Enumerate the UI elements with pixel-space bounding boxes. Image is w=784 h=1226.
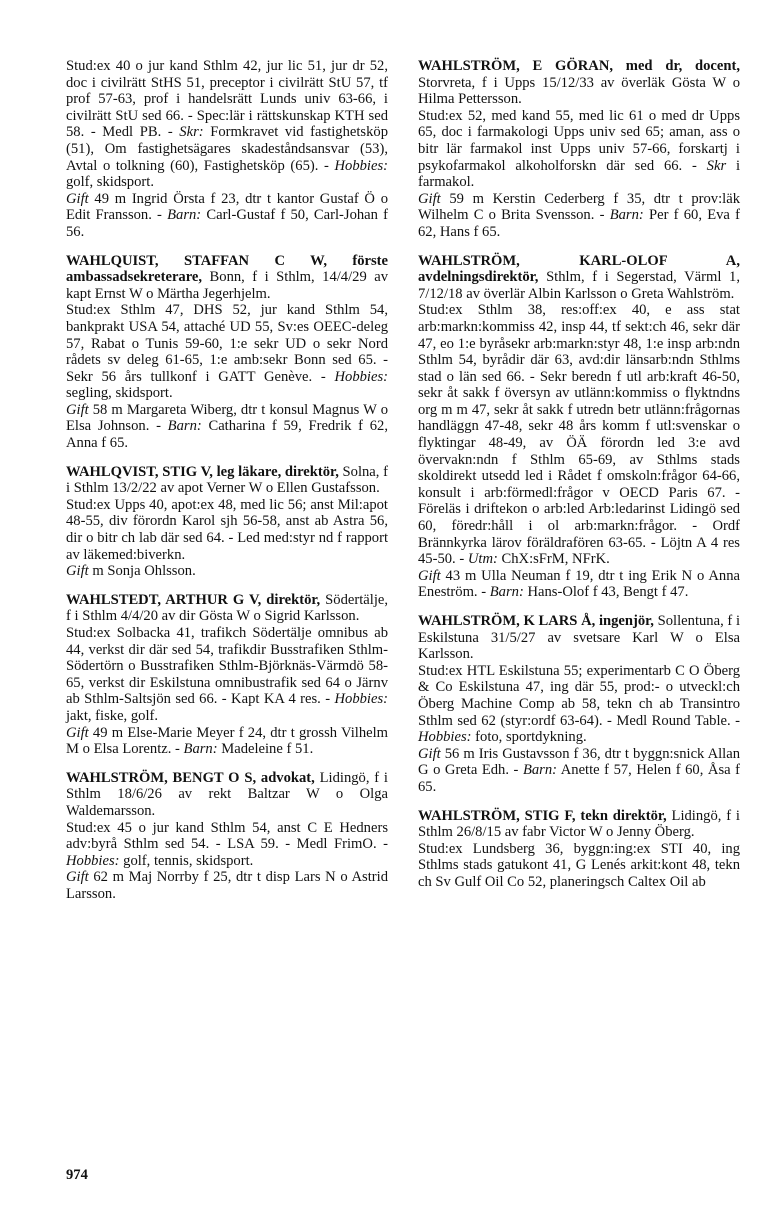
entry-label: Gift — [66, 869, 89, 886]
entry-text: segling, skidsport. — [66, 385, 173, 402]
entry-label: Gift — [66, 401, 89, 418]
entry-label: Skr: — [179, 124, 204, 141]
entry-text: 56 m Iris Gustavsson f 36, dtr t byggn:snick Allan G o Greta Edh. - — [418, 745, 740, 779]
entry-text: Stud:ex Sthlm 47, DHS 52, jur kand Sthlm 54, bankprakt USA 54, attaché UD 55, Sv:es OEEC-deleg 57, Rabat o Tunis 59-60, 1:e sekr UD o sekr Nord rådets sv deleg 61-65, 1:e amb:sekr Bonn sed 65. - Sekr 56 års tullkonf i GATT Genève. - — [66, 302, 388, 385]
entry-paragraph — [66, 725, 388, 758]
biography-entry — [418, 253, 740, 601]
entry-heading: WAHLSTRÖM, STIG F, tekn direktör, — [418, 807, 667, 824]
biography-entry — [418, 808, 740, 891]
entry-text: Stud:ex 52, med kand 55, med lic 61 o med dr Upps 65, doc i farmakologi Upps univ sed 65; aman, ass o bitr lär farmakol inst Upps univ 57-66, forskartj i psykofarmakol alkoholforskn där sed 66. - — [418, 107, 740, 174]
entry-text: Carl-Gustaf f 50, Carl-Johan f 56. — [66, 207, 388, 240]
entry-label: Barn: — [489, 584, 524, 601]
entry-paragraph — [418, 58, 740, 191]
entry-heading: WAHLSTRÖM, KARL-OLOF A, avdelningsdirektör, — [418, 252, 740, 286]
biography-entry — [66, 253, 388, 452]
entry-label: Barn: — [167, 418, 202, 435]
entry-text: Anette f 57, Helen f 60, Åsa f 65. — [418, 762, 740, 795]
entry-paragraph — [418, 253, 740, 568]
entry-paragraph — [66, 770, 388, 870]
entry-label: Gift — [418, 745, 441, 762]
entry-paragraph — [66, 58, 388, 191]
entry-text: 43 m Ulla Neuman f 19, dtr t ing Erik N o Anna Eneström. - — [418, 567, 740, 601]
entry-text: 62 m Maj Norrby f 25, dtr t disp Lars N o Astrid Larsson. — [66, 869, 388, 902]
entry-intro: Sollentuna, f i Eskilstuna 31/5/27 av svetsare Karl W o Elsa Karlsson. — [418, 613, 740, 663]
entry-label: Gift — [66, 190, 89, 207]
entry-intro: Lidingö, f i Sthlm 18/6/26 av rekt Baltzar W o Olga Waldemarsson. — [66, 769, 388, 819]
biography-entry — [66, 770, 388, 903]
entry-label: Hobbies: — [334, 157, 388, 174]
entry-label: Barn: — [609, 207, 644, 224]
entry-label: Hobbies: — [334, 368, 388, 385]
biography-entry — [418, 58, 740, 241]
entry-label: Gift — [418, 190, 441, 207]
entry-text: 59 m Kerstin Cederberg f 35, dtr t prov:läk Wilhelm C o Brita Svensson. - — [418, 190, 740, 224]
entry-heading: WAHLSTRÖM, BENGT O S, advokat, — [66, 769, 315, 786]
right-column — [418, 58, 740, 903]
entry-intro: Sthlm, f i Segerstad, Värml 1, 7/12/18 av överlär Albin Karlsson o Greta Wahlström. — [418, 269, 740, 302]
entry-text: Madeleine f 51. — [217, 741, 314, 758]
biography-entry — [418, 613, 740, 796]
entry-text: m Sonja Ohlsson. — [88, 563, 196, 580]
entry-label: Barn: — [522, 762, 558, 779]
entry-label: Gift — [66, 563, 89, 580]
biography-entry — [66, 58, 388, 241]
entry-text: 58 m Margareta Wiberg, dtr t konsul Magnus W o Elsa Johnson. - — [66, 401, 388, 435]
entry-text: Stud:ex Upps 40, apot:ex 48, med lic 56; anst Mil:apot 48-55, div förordn Karol sjh 56-58, anst ab Astra 56, dir o bitr ch lab där sed 64. - Led med:styr nd f rapport av läkemed:biverkn. — [66, 496, 388, 563]
entry-label: Hobbies: — [66, 852, 120, 869]
entry-intro: Solna, f i Sthlm 13/2/22 av apot Verner W o Ellen Gustafsson. — [66, 463, 388, 497]
entry-label: Skr — [706, 157, 727, 174]
entry-text: Formkravet vid fastighetsköp (51), Om fastighetsägares skadeståndsansvar (53), Avtal o tolkning (60), Fastighetsköp (65). - — [66, 124, 388, 174]
entry-intro: Södertälje, f i Sthlm 4/4/20 av dir Gösta W o Sigrid Karlsson. — [66, 591, 389, 625]
entry-text: 49 m Ingrid Örsta f 23, dtr t kantor Gustaf Ö o Edit Fransson. - — [66, 190, 388, 224]
entry-text: i farmakol. — [418, 157, 741, 191]
biography-entry — [66, 592, 388, 758]
entry-label: Gift — [418, 567, 441, 584]
entry-text: Stud:ex 40 o jur kand Sthlm 42, jur lic 51, jur dr 52, doc i civilrätt StHS 51, preceptor i civilrätt StU 57, tf prof 57-63, prof i handelsrätt Lunds univ 63-66, i civilrätt StU sed 66. - Spec:lär i rättskunskap KTH sed 58. - Medl PB. - — [66, 58, 388, 141]
entry-paragraph — [66, 191, 388, 241]
entry-intro: Lidingö, f i Sthlm 26/8/15 av fabr Victor W o Jenny Öberg. — [418, 807, 740, 841]
entry-heading: WAHLQVIST, STIG V, leg läkare, direktör, — [66, 463, 339, 480]
entry-text: jakt, fiske, golf. — [66, 707, 159, 724]
entry-paragraph — [66, 563, 388, 580]
entry-paragraph — [418, 746, 740, 796]
entry-text: golf, tennis, skidsport. — [119, 852, 254, 869]
entry-text: ChX:sFrM, NFrK. — [497, 551, 610, 568]
entry-text: Stud:ex Lundsberg 36, byggn:ing:ex STI 40, ing Sthlms stads gatukont 41, G Lenés arkit:kont 48, tekn ch Sv Gulf Oil Co 52, planeringsch Caltex Oil ab — [418, 840, 740, 890]
entry-text: Stud:ex Sthlm 38, res:off:ex 40, e ass stat arb:markn:kommiss 42, insp 44, tf sekt:ch 46, sekr där 47, eo 1:e byråsekr arb:markn:styr 48, 1:e insp arb:ndn Sthlm 54, byrådir där 63, avd:dir länsarb:ndn Sthlms stad o län sed 66. - Sekr beredn f utl arb:kraft 46-50, sekr åt sakk f översyn av utlänn:kommiss o flyktndns org m m 47, sekr åt sakk f utredn betr utlänn:frågornas handläggn 47-48, sekr 48 års komm f utl:svenskar o flyktingar 48-49, av ÖÄ förordn led 3:e avd övervakn:ndn f Sthlm 65-69, av Sthlms stads skoldirekt utsedd led i Rådet f omskoln:frågor 64-66, konsult i arb:förmedl:frågor v OECD Paris 67. - Föreläs i driftekon o arb:led Arb:ledarinst Lidingö sed 60, föredr:håll i ol arb:markn:frågor. - Ordf Brännkyrka lärov föräldrafören 63-65. - Löjtn A 4 res 45-50. - — [418, 302, 740, 568]
entry-paragraph — [418, 613, 740, 746]
biography-entry — [66, 464, 388, 580]
entry-text: Hans-Olof f 43, Bengt f 47. — [523, 584, 689, 601]
entry-paragraph — [66, 592, 388, 725]
entry-paragraph — [66, 869, 388, 902]
entry-paragraph — [66, 253, 388, 402]
entry-text: Stud:ex 45 o jur kand Sthlm 54, anst C E Hedners adv:byrå Sthlm sed 54. - LSA 59. - Medl FrimO. - — [66, 819, 388, 853]
entry-label: Hobbies: — [418, 729, 472, 746]
entry-intro: Storvreta, f i Upps 15/12/33 av överläk Gösta W o Hilma Pettersson. — [418, 74, 740, 108]
entry-label: Barn: — [167, 207, 202, 224]
entry-heading: WAHLSTRÖM, K LARS Å, ingenjör, — [418, 613, 654, 629]
entry-paragraph — [418, 191, 740, 241]
entry-paragraph — [418, 808, 740, 891]
entry-label: Barn: — [183, 741, 218, 758]
entry-text: 49 m Else-Marie Meyer f 24, dtr t grossh Vilhelm M o Elsa Lorentz. - — [66, 724, 388, 758]
left-column — [66, 58, 388, 915]
entry-heading: WAHLQUIST, STAFFAN C W, förste ambassadsekreterare, — [66, 252, 388, 286]
page-number: 974 — [66, 1167, 88, 1183]
entry-paragraph — [66, 464, 388, 564]
entry-paragraph — [418, 568, 740, 601]
entry-text: Stud:ex HTL Eskilstuna 55; experimentarb C O Öberg & Co Eskilstuna 47, ing där 55, prod:- o utveckl:ch Öberg Machine Comp ab 58, tekn ch ab Transintro Sthlm sed 62 (styr:ordf 63-64). - Medl Round Table. - — [418, 662, 740, 729]
entry-text: Catharina f 59, Fredrik f 62, Anna f 65. — [66, 418, 388, 452]
entry-label: Utm: — [467, 551, 498, 568]
entry-heading: WAHLSTRÖM, E GÖRAN, med dr, docent, — [418, 58, 740, 74]
entry-text: Stud:ex Solbacka 41, trafikch Södertälje omnibus ab 44, verkst dir där sed 54, trafikdir Busstrafiken Sthlm-Södertörn o Busstrafiken Sthlm-Björknäs-Värmdö 58-65, verkst dir Eskilstuna omnibustrafik sed 64 o Järnv ab Sthlm-Saltsjön sed 66. - Kapt KA 4 res. - — [66, 625, 388, 708]
entry-label: Hobbies: — [334, 691, 388, 708]
entry-text: foto, sportdykning. — [471, 729, 587, 746]
entry-text: Per f 60, Eva f 62, Hans f 65. — [418, 207, 740, 240]
entry-paragraph — [66, 402, 388, 452]
entry-text: golf, skidsport. — [66, 174, 154, 191]
entry-heading: WAHLSTEDT, ARTHUR G V, direktör, — [66, 591, 321, 608]
entry-intro: Bonn, f i Sthlm, 14/4/29 av kapt Ernst W o Märtha Jegerhjelm. — [66, 269, 388, 302]
entry-label: Gift — [66, 724, 89, 741]
